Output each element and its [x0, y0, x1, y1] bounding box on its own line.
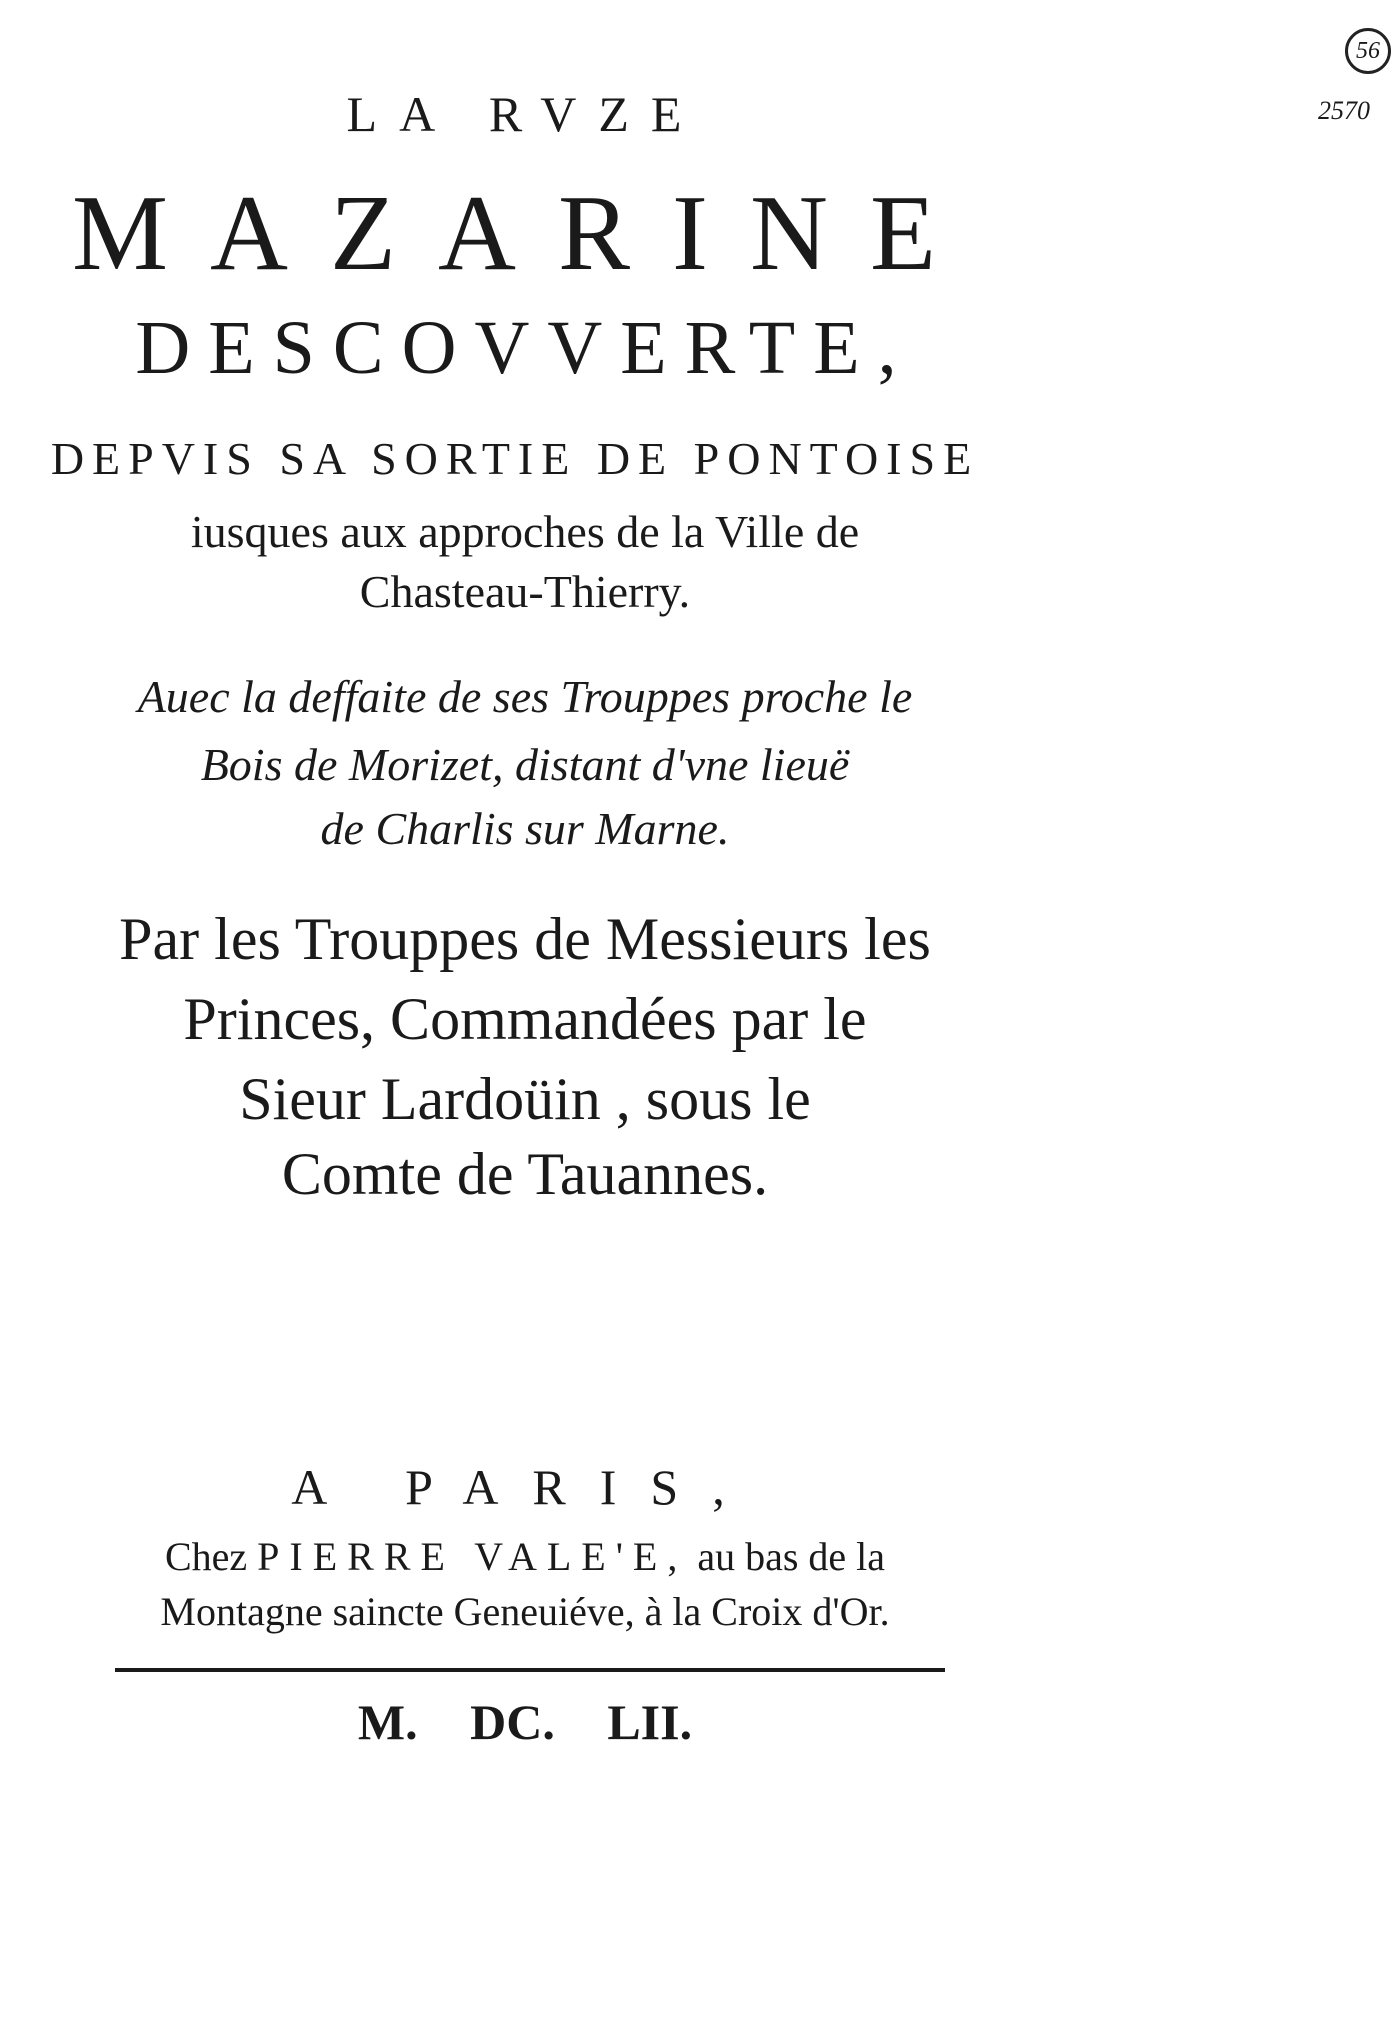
imprint-chez: Chez	[164, 1534, 248, 1579]
title-line-3: DESCOVVERTE,	[135, 306, 915, 390]
horizontal-rule	[115, 1668, 945, 1672]
title-line-5: iusques aux approches de la Ville de	[190, 506, 860, 557]
italic-line-1: Auec la deffaite de ses Trouppes proche le	[137, 671, 913, 722]
italic-line-2: Bois de Morizet, distant d'vne lieuë	[200, 739, 850, 790]
imprint-date: M. DC. LII.	[357, 1694, 693, 1750]
byline-line-1: Par les Trouppes de Messieurs les	[119, 906, 931, 972]
title-line-2: MAZARINE	[72, 174, 978, 293]
imprint-printer-line	[0, 1533, 1050, 1580]
imprint-printer-name: PIERRE VALE'E,	[257, 1534, 688, 1579]
title-line-6: Chasteau-Thierry.	[359, 566, 691, 617]
byline-line-2: Princes, Commandées par le	[183, 986, 867, 1052]
imprint-address-1: au bas de la	[697, 1534, 886, 1579]
imprint-city: A PARIS,	[291, 1459, 759, 1515]
italic-line-3: de Charlis sur Marne.	[320, 803, 730, 854]
byline-line-4: Comte de Tauannes.	[281, 1141, 769, 1207]
byline-line-3: Sieur Lardoüin , sous le	[239, 1066, 811, 1132]
folio-stamp: 56	[1345, 28, 1391, 74]
imprint-address-2: Montagne saincte Geneuiéve, à la Croix d'Or.	[160, 1589, 890, 1634]
shelfmark-note: 2570	[1318, 96, 1370, 125]
title-line-1: LA RVZE	[346, 86, 704, 142]
title-line-4: DEPVIS SA SORTIE DE PONTOISE	[50, 433, 980, 484]
